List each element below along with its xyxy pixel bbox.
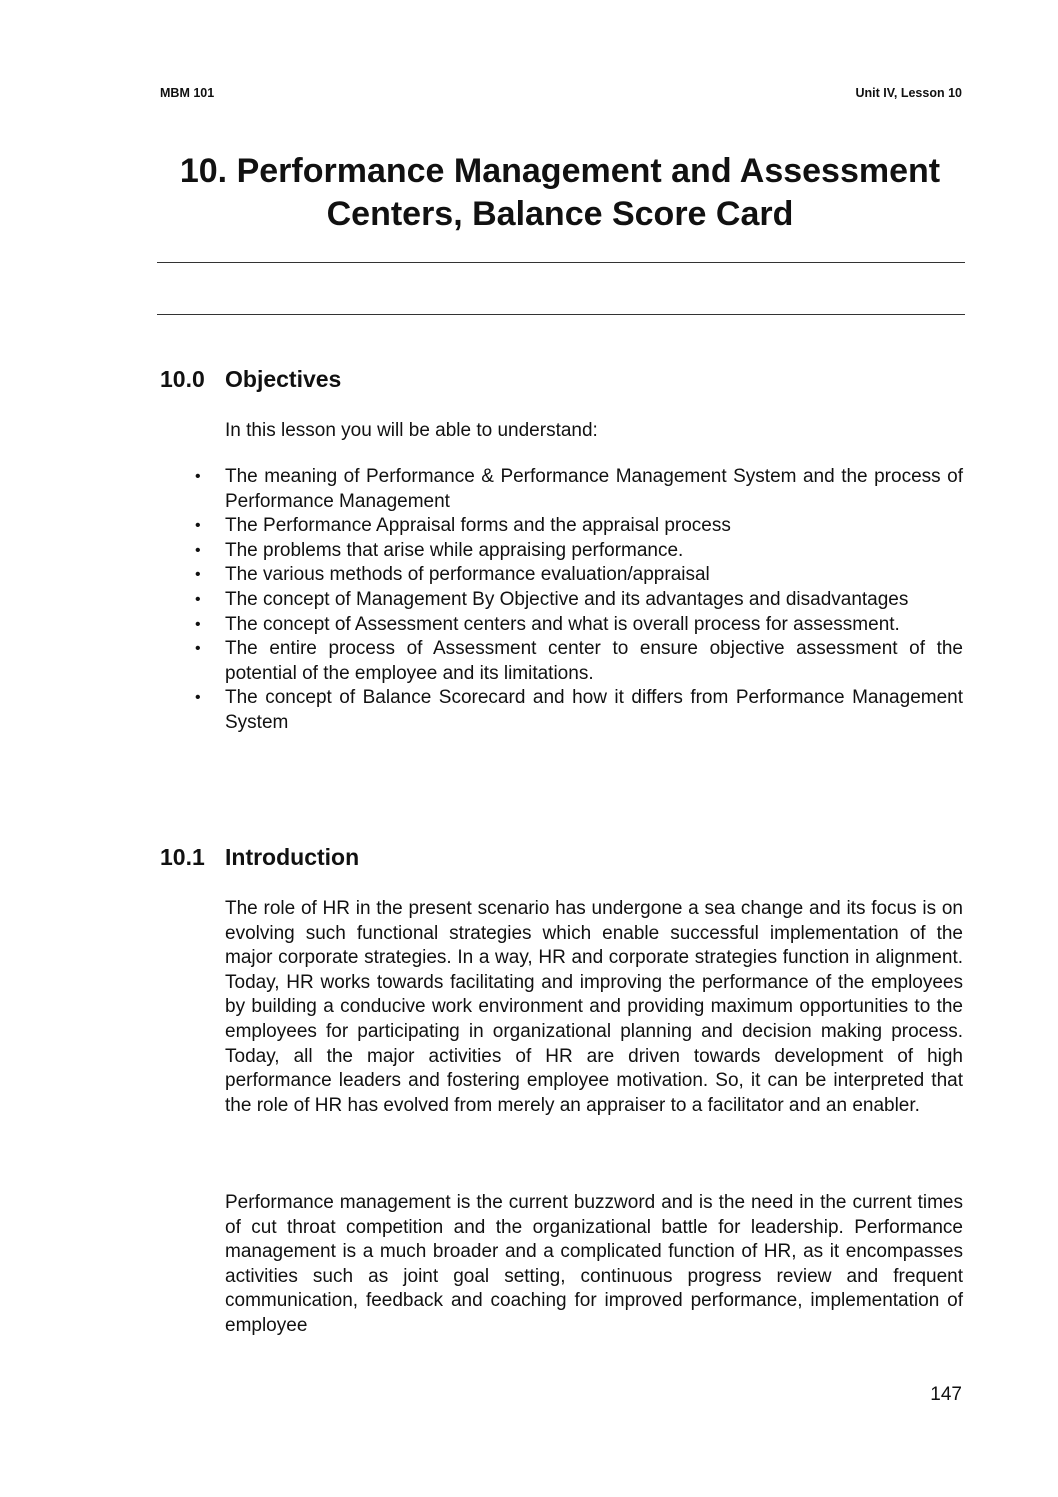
section-number: 10.1	[160, 844, 205, 870]
section-title: Objectives	[225, 366, 342, 392]
section-heading-objectives	[160, 366, 341, 393]
objectives-list	[225, 465, 963, 736]
section-title: Introduction	[225, 844, 360, 870]
section-heading-introduction	[160, 844, 359, 871]
list-item: • The concept of Management By Objective and its advantages and disadvantages	[225, 588, 963, 613]
list-item: • The concept of Balance Scorecard and how it differs from Performance Management System	[225, 686, 963, 735]
introduction-paragraph-1: The role of HR in the present scenario has undergone a sea change and its focus is on evolving such functional strategies which enable successful implementation of the major corporate strategies. In a way, HR and corporate strategies function in alignment. Today, HR works towards facilitating and improving the performance of the employees by building a conducive work environment and providing maximum opportunities to the employees for participating in organizational planning and decision making process. Today, all the major activities of HR are driven towards development of high performance leaders and fostering employee motivation. So, it can be interpreted that the role of HR has evolved from merely an appraiser to a facilitator and an enabler.	[225, 898, 963, 1116]
page-title	[130, 150, 990, 236]
divider-top	[157, 262, 965, 263]
section-number: 10.0	[160, 366, 205, 392]
divider-bottom	[157, 314, 965, 315]
list-item: • The Performance Appraisal forms and the appraisal process	[225, 514, 963, 539]
objectives-intro: In this lesson you will be able to understand:	[225, 420, 598, 441]
list-item: • The entire process of Assessment center to ensure objective assessment of the potential of the employee and its limitations.	[225, 637, 963, 686]
header-course-code: MBM 101	[160, 86, 215, 100]
list-item: • The various methods of performance evaluation/appraisal	[225, 563, 963, 588]
page-number: 147	[930, 1384, 962, 1405]
list-item: • The meaning of Performance & Performance Management System and the process of Performance Management	[225, 465, 963, 514]
list-item: • The concept of Assessment centers and what is overall process for assessment.	[225, 613, 963, 638]
list-item: • The problems that arise while appraising performance.	[225, 539, 963, 564]
introduction-paragraph-2: Performance management is the current buzzword and is the need in the current times of cut throat competition and the organizational battle for leadership. Performance management is a much broader and a complicated function of HR, as it encompasses activities such as joint goal setting, continuous progress review and frequent communication, feedback and coaching for improved performance, implementation of employee	[225, 1192, 963, 1336]
title-line-2: Centers, Balance Score Card	[326, 195, 794, 233]
title-line-1: 10. Performance Management and Assessment	[179, 152, 941, 190]
header-unit-lesson: Unit IV, Lesson 10	[855, 86, 962, 100]
